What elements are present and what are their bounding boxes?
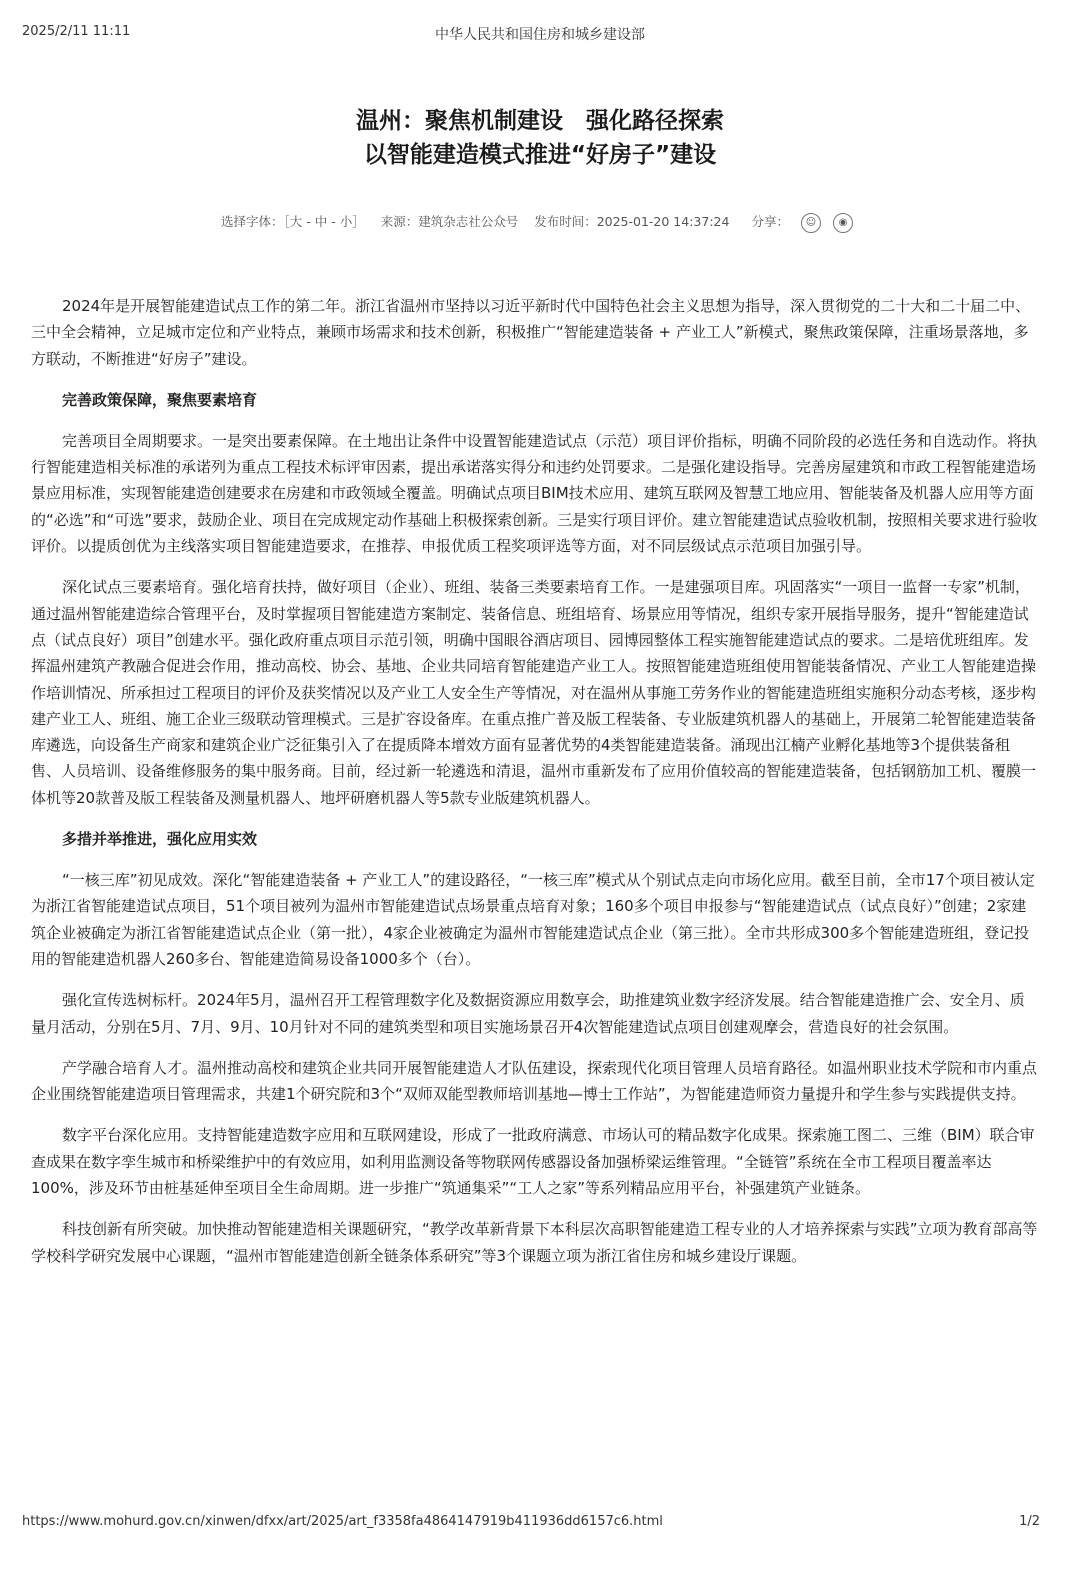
body-paragraph: 深化试点三要素培育。强化培育扶持，做好项目（企业）、班组、装备三类要素培育工作。一是建强项目库。巩固落实“一项目一监督一专家”机制，通过温州智能建造综合管理平台，及时掌握项目智能建造方案制定、装备信息、班组培育、场景应用等情况，组织专家开展指导服务，提升“智能建造试点（试点良好）项目”创建水平。强化政府重点项目示范引领，明确中国眼谷酒店项目、园博园整体工程实施智能建造试点的要求。二是培优班组库。发挥温州建筑产教融合促进会作用，推动高校、协会、基地、企业共同培育智能建造产业工人。按照智能建造班组使用智能装备情况、产业工人智能建造操作培训情况、所承担过工程项目的评价及获奖情况以及产业工人安全生产等情况，对在温州从事施工劳务作业的智能建造班组实施积分动态考核，逐步构建产业工人、班组、施工企业三级联动管理模式。三是扩容设备库。在重点推广普及版工程装备、专业版建筑机器人的基础上，开展第二轮智能建造装备库遴选，向设备生产商家和建筑企业广泛征集引入了在提质降本增效方面有显著优势的4类智能建造装备。涌现出江楠产业孵化基地等3个提供装备租售、人员培训、设备维修服务的集中服务商。目前，经过新一轮遴选和清退，温州市重新发布了应用价值较高的智能建造装备，包括钢筋加工机、覆膜一体机等20款普及版工程装备及测量机器人、地坪研磨机器人等5款专业版建筑机器人。 [31, 578, 1037, 807]
intro-paragraph: 2024年是开展智能建造试点工作的第二年。浙江省温州市坚持以习近平新时代中国特色社会主义思想为指导，深入贯彻党的二十大和二十届二中、三中全会精神，立足城市定位和产业特点，兼顾市场需求和技术创新，积极推广“智能建造装备 + 产业工人”新模式，聚焦政策保障，注重场景落地，多方联动，不断推进“好房子”建设。 [31, 297, 1031, 368]
article-meta [0, 212, 1080, 233]
article-source: 来源：建筑杂志社公众号 [380, 214, 519, 229]
page-url: https://www.mohurd.gov.cn/xinwen/dfxx/art/2025/art_f3358fa4864147919b411936dd6157c6.html [22, 1514, 663, 1529]
section-heading: 完善政策保障，聚焦要素培育 [62, 390, 258, 409]
body-paragraph: 强化宣传选树标杆。2024年5月，温州召开工程管理数字化及数据资源应用数享会，助推建筑业数字经济发展。结合智能建造推广会、安全月、质量月活动，分别在5月、7月、9月、10月针对不同的建筑类型和项目实施场景召开4次智能建造试点项目创建观摩会，营造良好的社会氛围。 [31, 991, 1025, 1036]
print-header [22, 24, 1058, 46]
weibo-icon[interactable]: ◉ [833, 213, 853, 233]
body-paragraph: 科技创新有所突破。加快推动智能建造相关课题研究，“教学改革新背景下本科层次高职智能建造工程专业的人才培养探索与实践”立项为教育部高等学校科学研究发展中心课题，“温州市智能建造创新全链条体系研究”等3个课题立项为浙江省住房和城乡建设厅课题。 [31, 1220, 1038, 1265]
body-paragraph: 数字平台深化应用。支持智能建造数字应用和互联网建设，形成了一批政府满意、市场认可的精品数字化成果。探索施工图二、三维（BIM）联合审查成果在数字孪生城市和桥梁维护中的有效应用，如利用监测设备等物联网传感器设备加强桥梁运维管理。“全链管”系统在全市工程项目覆盖率达100%，涉及环节由桩基延伸至项目全生命周期。进一步推广“筑通集采”“工人之家”等系列精品应用平台，补强建筑产业链条。 [31, 1126, 1035, 1198]
site-name: 中华人民共和国住房和城乡建设部 [435, 27, 645, 43]
title-line-2: 以智能建造模式推进“好房子”建设 [363, 142, 717, 168]
print-footer [22, 1514, 1040, 1529]
font-size-selector[interactable]: 选择字体：［大 - 中 - 小］ [221, 214, 365, 229]
share-label: 分享： [751, 214, 789, 229]
body-paragraph: “一核三库”初见成效。深化“智能建造装备 + 产业工人”的建设路径，“一核三库”模式从个别试点走向市场化应用。截至目前，全市17个项目被认定为浙江省智能建造试点项目，51个项目被列为温州市智能建造试点场景重点培育对象；160多个项目申报参与“智能建造试点（试点良好）”创建；2家建筑企业被确定为浙江省智能建造试点企业（第一批），4家企业被确定为温州市智能建造试点企业（第三批）。全市共形成300多个智能建造班组，登记投用的智能建造机器人260多台、智能建造简易设备1000多个（台）。 [31, 871, 1035, 968]
body-paragraph: 完善项目全周期要求。一是突出要素保障。在土地出让条件中设置智能建造试点（示范）项目评价指标，明确不同阶段的必选任务和自选动作。将执行智能建造相关标准的承诺列为重点工程技术标评审因素，提出承诺落实得分和违约处罚要求。二是强化建设指导。完善房屋建筑和市政工程智能建造场景应用标准，实现智能建造创建要求在房建和市政领域全覆盖。明确试点项目BIM技术应用、建筑互联网及智慧工地应用、智能装备及机器人应用等方面的“必选”和“可选”要求，鼓励企业、项目在完成规定动作基础上积极探索创新。三是实行项目评价。建立智能建造试点验收机制，按照相关要求进行验收评价。以提质创优为主线落实项目智能建造要求，在推荐、申报优质工程奖项评选等方面，对不同层级试点示范项目加强引导。 [31, 431, 1038, 556]
wechat-icon[interactable]: ☺ [801, 213, 821, 233]
article-body [31, 293, 1038, 1284]
section-heading: 多措并举推进，强化应用实效 [62, 830, 258, 849]
title-line-1: 温州：聚焦机制建设 强化路径探索 [356, 108, 724, 134]
publish-time: 发布时间：2025-01-20 14:37:24 [534, 214, 730, 229]
body-paragraph: 产学融合培育人才。温州推动高校和建筑企业共同开展智能建造人才队伍建设，探索现代化项目管理人员培育路径。如温州职业技术学院和市内重点企业围绕智能建造项目管理需求，共建1个研究院和3个“双师双能型教师培训基地—博士工作站”，为智能建造师资力量提升和学生参与实践提供支持。 [31, 1058, 1038, 1104]
print-datetime: 2025/2/11 11:11 [22, 24, 131, 39]
page-number: 1/2 [1019, 1514, 1040, 1529]
article-title [0, 104, 1080, 172]
share-group [745, 214, 859, 229]
